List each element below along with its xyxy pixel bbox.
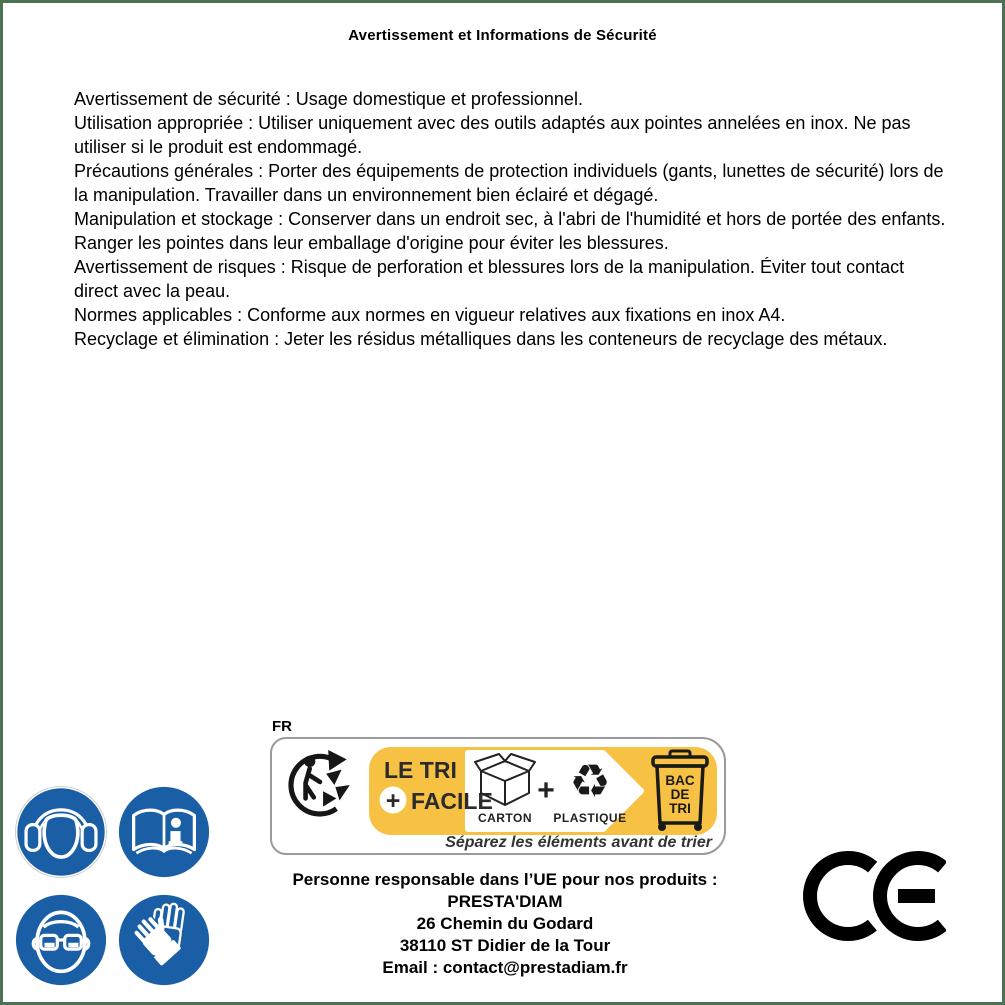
- ce-mark-icon: [796, 846, 946, 946]
- warning-risks: Avertissement de risques : Risque de perforation et blessures lors de la manipulation. Éviter tout contact direct avec la peau.: [74, 257, 905, 301]
- warning-precautions: Précautions générales : Porter des équipements de protection individuels (gants, lunettes de sécurité) lors de la manipulation. Travailler dans un environnement bien éclairé et dégagé.: [74, 161, 944, 205]
- warning-storage: Manipulation et stockage : Conserver dans un endroit sec, à l'abri de l'humidité et hors de portée des enfants. Ranger les pointes dans leur emballage d'origine pour éviter les blessures.: [74, 209, 946, 253]
- responsible-person-block: [255, 869, 755, 979]
- materials-plus: +: [537, 774, 555, 807]
- company-name: PRESTA'DIAM: [447, 892, 563, 911]
- bin-text-2: DE: [670, 787, 690, 802]
- triman-icon: [285, 748, 357, 820]
- page-title: Avertissement et Informations de Sécurité: [348, 27, 657, 44]
- eye-protection-icon: [15, 894, 107, 986]
- le-tri-text: LE TRI: [384, 757, 457, 783]
- sorting-label-box: [270, 737, 726, 855]
- sorting-label: [270, 719, 728, 855]
- sorting-band: [369, 747, 717, 835]
- facile-text: FACILE: [411, 788, 493, 814]
- carton-label: CARTON: [477, 811, 533, 825]
- country-code: FR: [272, 718, 292, 735]
- sorting-tagline: Séparez les éléments avant de trier: [445, 834, 712, 851]
- address-city: 38110 ST Didier de la Tour: [399, 936, 611, 955]
- address-street: 26 Chemin du Godard: [416, 914, 594, 933]
- warning-usage: Avertissement de sécurité : Usage domestique et professionnel.: [74, 89, 583, 109]
- warning-recycling: Recyclage et élimination : Jeter les résidus métalliques dans les conteneurs de recyclage des métaux.: [74, 329, 888, 349]
- plastique-label: PLASTIQUE: [553, 811, 627, 825]
- responsible-intro: Personne responsable dans l’UE pour nos produits :: [292, 870, 718, 889]
- recycling-icon: ♻: [569, 755, 611, 807]
- protective-gloves-icon: [118, 894, 210, 986]
- ear-protection-icon: [15, 786, 107, 878]
- plus-circle-icon: +: [385, 787, 401, 815]
- warning-norms: Normes applicables : Conforme aux normes en vigueur relatives aux fixations en inox A4.: [74, 305, 786, 325]
- bin-text-1: BAC: [665, 773, 695, 788]
- read-manual-icon: [118, 786, 210, 878]
- warning-appropriate-use: Utilisation appropriée : Utiliser uniquement avec des outils adaptés aux pointes annelées en inox. Ne pas utiliser si le produit est endommagé.: [74, 113, 911, 157]
- warning-text-block: [74, 87, 946, 351]
- safety-pictograms: [15, 786, 210, 986]
- bin-text-3: TRI: [669, 801, 691, 816]
- contact-email: Email : contact@prestadiam.fr: [382, 958, 628, 977]
